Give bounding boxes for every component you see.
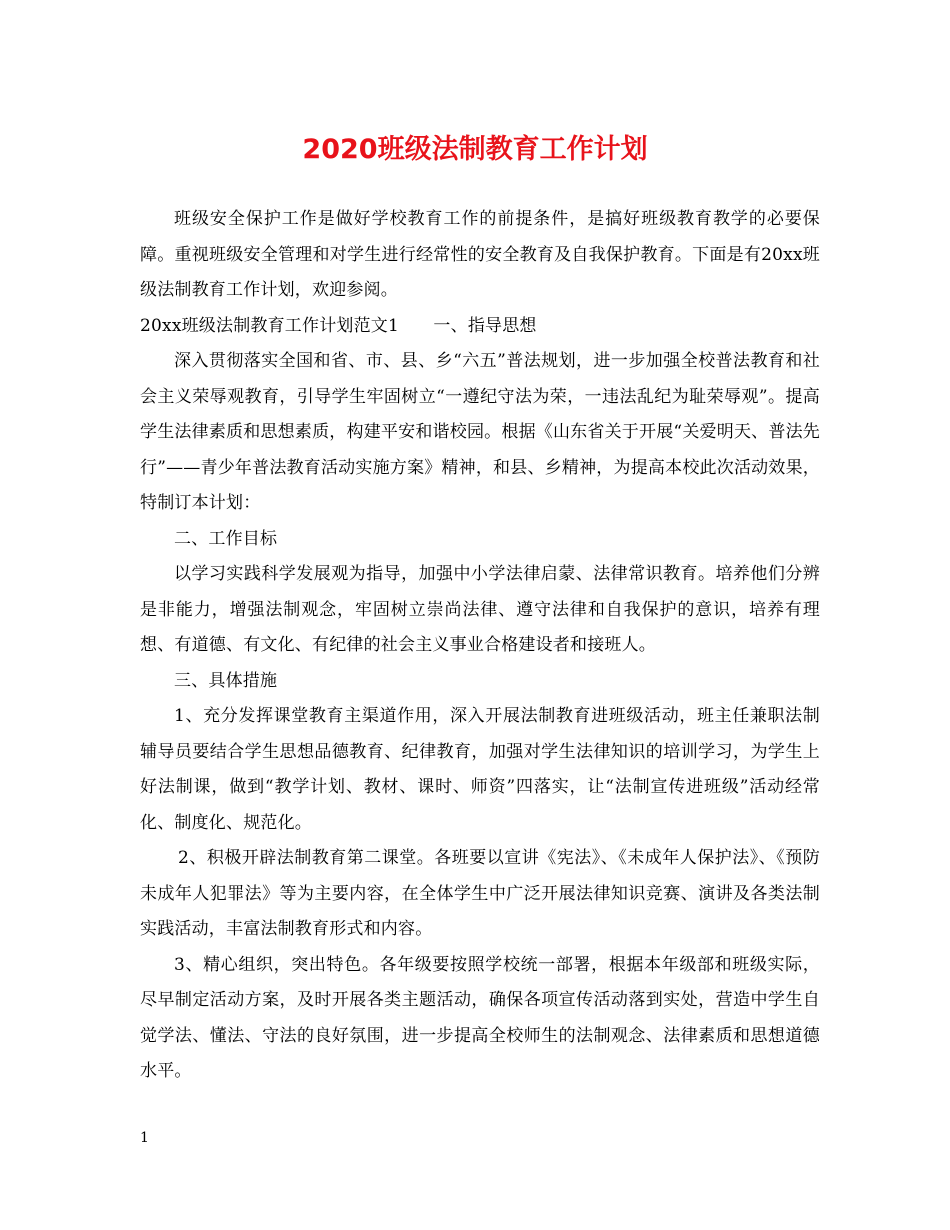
work-goals-paragraph: 以学习实践科学发展观为指导，加强中小学法律启蒙、法律常识教育。培养他们分辨是非能力，增强法制观念，牢固树立崇尚法律、遵守法律和自我保护的意识，培养有理想、有道德、有文化、有纪律的社会主义事业合格建设者和接班人。 xyxy=(140,564,820,655)
page-number: 1 xyxy=(140,1130,149,1146)
document-body xyxy=(140,202,820,1090)
measure-2-paragraph: 2、积极开辟法制教育第二课堂。各班要以宣讲《宪法》、《未成年人保护法》、《预防未成年人犯罪法》等为主要内容，在全体学生中广泛开展法律知识竞赛、演讲及各类法制实践活动，丰富法制教育形式和内容。 xyxy=(140,848,820,939)
intro-paragraph: 班级安全保护工作是做好学校教育工作的前提条件，是搞好班级教育教学的必要保障。重视班级安全管理和对学生进行经常性的安全教育及自我保护教育。下面是有20xx班级法制教育工作计划，欢迎参阅。 xyxy=(140,209,820,300)
measure-3-paragraph: 3、精心组织，突出特色。各年级要按照学校统一部署，根据本年级部和班级实际，尽早制定活动方案，及时开展各类主题活动，确保各项宣传活动落到实处，营造中学生自觉学法、懂法、守法的良好氛围，进一步提高全校师生的法制观念、法律素质和思想道德水平。 xyxy=(140,954,820,1081)
section-heading-measures: 三、具体措施 xyxy=(174,670,278,691)
section-heading-guiding-ideology: 20xx班级法制教育工作计划范文1 一、指导思想 xyxy=(140,315,537,336)
section-heading-work-goals: 二、工作目标 xyxy=(174,528,278,549)
guiding-ideology-paragraph: 深入贯彻落实全国和省、市、县、乡“六五”普法规划，进一步加强全校普法教育和社会主义荣辱观教育，引导学生牢固树立“一遵纪守法为荣，一违法乱纪为耻荣辱观”。提高学生法律素质和思想素质，构建平安和谐校园。根据《山东省关于开展“关爱明天、普法先行”——青少年普法教育活动实施方案》精神，和县、乡精神，为提高本校此次活动效果，特制订本计划： xyxy=(140,351,820,513)
document-title: 2020班级法制教育工作计划 xyxy=(302,134,648,165)
measure-1-paragraph: 1、充分发挥课堂教育主渠道作用，深入开展法制教育进班级活动，班主任兼职法制辅导员要结合学生思想品德教育、纪律教育，加强对学生法律知识的培训学习，为学生上好法制课，做到“教学计划、教材、课时、师资”四落实，让“法制宣传进班级”活动经常化、制度化、规范化。 xyxy=(140,706,820,833)
